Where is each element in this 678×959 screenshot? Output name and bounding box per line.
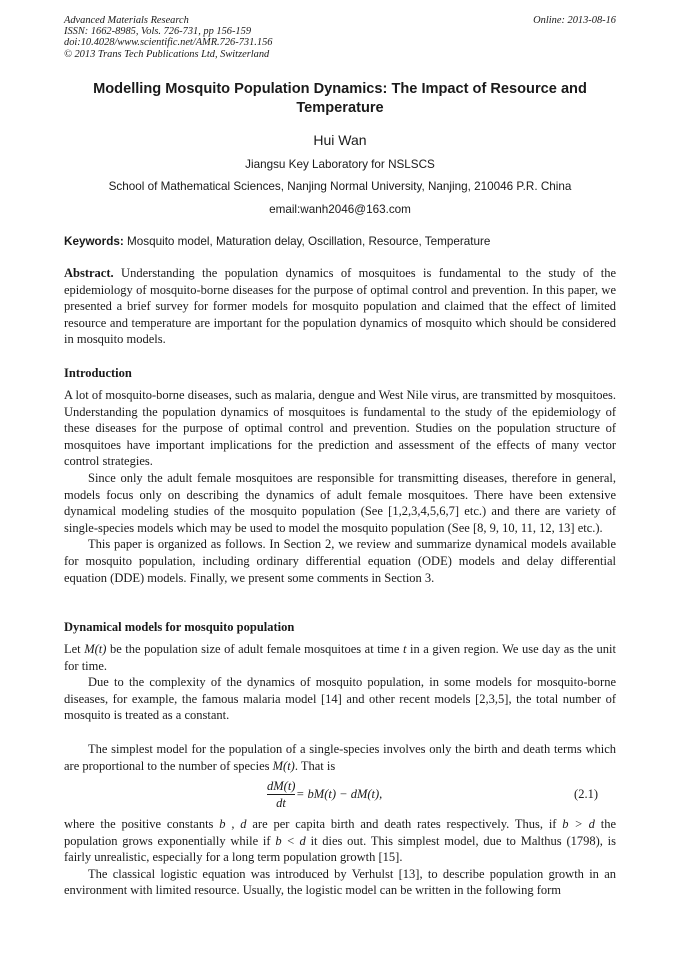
- models-body-simplest: [64, 741, 616, 774]
- section-heading-models: Dynamical models for mosquito population: [64, 620, 295, 634]
- models-paragraph-3: The simplest model for the population of a single-species involves only the birth and death terms which are proportional to the number of species M(t). That is: [64, 742, 616, 773]
- affiliation-lab: Jiangsu Key Laboratory for NSLSCS: [245, 158, 435, 171]
- math-d: d: [240, 817, 247, 831]
- affiliation-school: School of Mathematical Sciences, Nanjing Normal University, Nanjing, 210046 P.R. China: [108, 180, 572, 193]
- journal-name: Advanced Materials Research: [64, 15, 189, 26]
- intro-paragraph-2: Since only the adult female mosquitoes are responsible for transmitting diseases, therefore in general, models focus only on describing the dynamics of adult female mosquitoes. There have been extensive dynamical modeling studies of the mosquito population (See [1,2,3,4,5,6,7] etc.) and there are variety of single-species models which may be used to model the mosquito population (See [8, 9, 10, 11, 12, 13] etc.).: [64, 470, 616, 535]
- introduction-body: [64, 387, 616, 586]
- intro-paragraph-1: A lot of mosquito-borne diseases, such as malaria, dengue and West Nile virus, are transmitted by mosquitoes. Understanding the population dynamics of mosquitoes is fundamental to the study of the epidemiology of these diseases for the purpose of optimal control and prevention. Studies on the population structure of mosquitoes have important implications for the prediction and assessment of the effects of many vector control strategies.: [64, 388, 616, 469]
- math-M-t: M(t): [84, 642, 107, 656]
- math-b: b: [219, 817, 226, 831]
- keywords-text: Mosquito model, Maturation delay, Oscillation, Resource, Temperature: [123, 235, 491, 248]
- issn-line: ISSN: 1662-8985, Vols. 726-731, pp 156-159: [64, 26, 252, 38]
- models-paragraph-2: Due to the complexity of the dynamics of mosquito population, in some models for mosquito-borne diseases, for example, the famous malaria model [14] and other recent models [2,3,5], the total number of mosquito is treated as a constant.: [64, 675, 616, 723]
- keywords: [64, 235, 616, 248]
- copyright-line: © 2013 Trans Tech Publications Ltd, Switzerland: [64, 48, 270, 60]
- fraction-numerator: dM(t): [267, 779, 296, 793]
- abstract-text: Understanding the population dynamics of mosquitoes is fundamental to the study of the epidemiology of mosquito-borne diseases for the purpose of optimal control and prevention. In this paper, we presented a brief survey for former models for mosquito population and claimed that the effect of limited resource and temperature are important for the population dynamics of mosquito which should be considered in mosquito models.: [64, 266, 616, 347]
- math-M-t-inline: M(t): [272, 758, 295, 773]
- abstract: [64, 265, 616, 348]
- math-b-gt-d: b > d: [562, 817, 595, 831]
- online-date: Online: 2013-08-16: [533, 15, 616, 26]
- abstract-label: Abstract.: [64, 266, 114, 280]
- math-b-lt-d: b < d: [275, 833, 306, 848]
- equation-right-side: = bM(t) − dM(t),: [296, 787, 383, 801]
- equation-number: (2.1): [574, 787, 598, 801]
- models-paragraph-1: Let M(t) be the population size of adult female mosquitoes at time t in a given region. We use day as the unit for time.: [64, 642, 616, 673]
- intro-paragraph-3: This paper is organized as follows. In Section 2, we review and summarize dynamical models available for mosquito population, including ordinary differential equation (ODE) models and delay differential equation (DDE) models. Finally, we present some comments in Section 3.: [64, 537, 616, 585]
- fraction-denominator: dt: [276, 796, 286, 810]
- keywords-label: Keywords:: [64, 235, 124, 248]
- models-body-bottom: [64, 816, 616, 899]
- models-paragraph-4: where the positive constants b , d are per capita birth and death rates respectively. Thus, if b > d the population grows exponentially while if b < d it dies out. This simplest model, due to Malthus (1798), is fairly unrealistic, especially for a long term population growth [15].: [64, 817, 617, 865]
- author-name: Hui Wan: [313, 132, 367, 148]
- doi-line: doi:10.4028/www.scientific.net/AMR.726-731.156: [64, 37, 273, 49]
- equation-fraction: [267, 778, 295, 811]
- equation-2-1: [64, 778, 616, 818]
- math-t: t: [402, 642, 407, 656]
- models-body-top: [64, 641, 616, 724]
- paper-title: Modelling Mosquito Population Dynamics: The Impact of Resource and Temperature: [93, 81, 587, 116]
- models-paragraph-5: The classical logistic equation was introduced by Verhulst [13], to describe population growth in an environment with limited resource. Usually, the logistic model can be written in the following form: [64, 866, 616, 898]
- author-email: email:wanh2046@163.com: [269, 203, 411, 216]
- section-heading-introduction: Introduction: [64, 366, 132, 380]
- journal-header: [64, 15, 616, 60]
